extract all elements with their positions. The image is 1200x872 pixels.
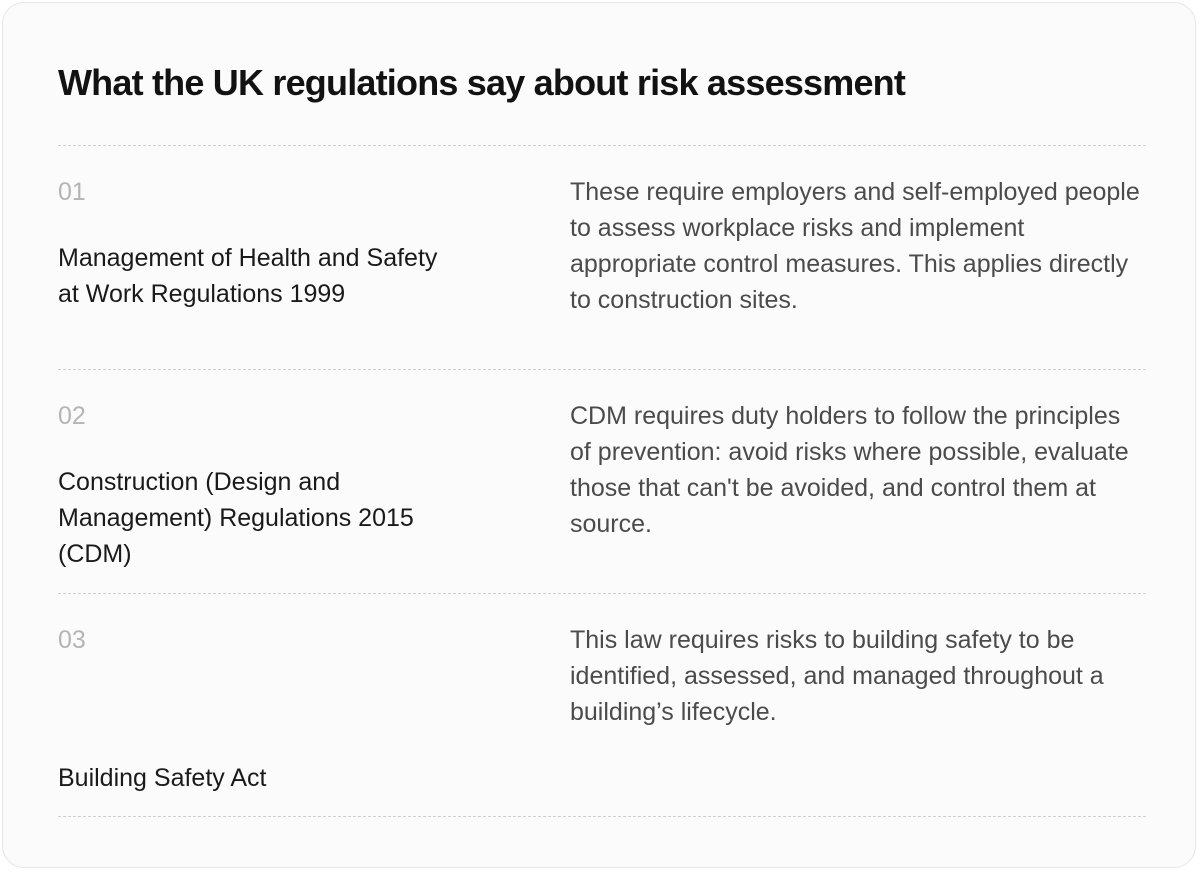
- regulation-description: These require employers and self-employed people to assess workplace risks and implement appropriate control measures. This applies directly to construction sites.: [570, 178, 1140, 314]
- regulation-name: Construction (Design and Management) Regulations 2015 (CDM): [58, 468, 414, 568]
- list-item: [58, 369, 1146, 593]
- item-number: 02: [58, 402, 86, 430]
- item-number: 01: [58, 178, 86, 206]
- regulation-name: Building Safety Act: [58, 764, 267, 792]
- regulations-list: [58, 145, 1146, 817]
- list-item: [58, 145, 1146, 369]
- item-number: 03: [58, 626, 86, 654]
- page-title: What the UK regulations say about risk assessment: [58, 62, 906, 103]
- regulation-description: CDM requires duty holders to follow the principles of prevention: avoid risks where possible, evaluate those that can't be avoided, and control them at source.: [570, 402, 1129, 538]
- regulations-card: [2, 2, 1196, 868]
- regulation-description: This law requires risks to building safety to be identified, assessed, and managed throughout a building’s lifecycle.: [570, 626, 1104, 726]
- list-item: [58, 593, 1146, 817]
- regulation-name: Management of Health and Safety at Work Regulations 1999: [58, 244, 438, 308]
